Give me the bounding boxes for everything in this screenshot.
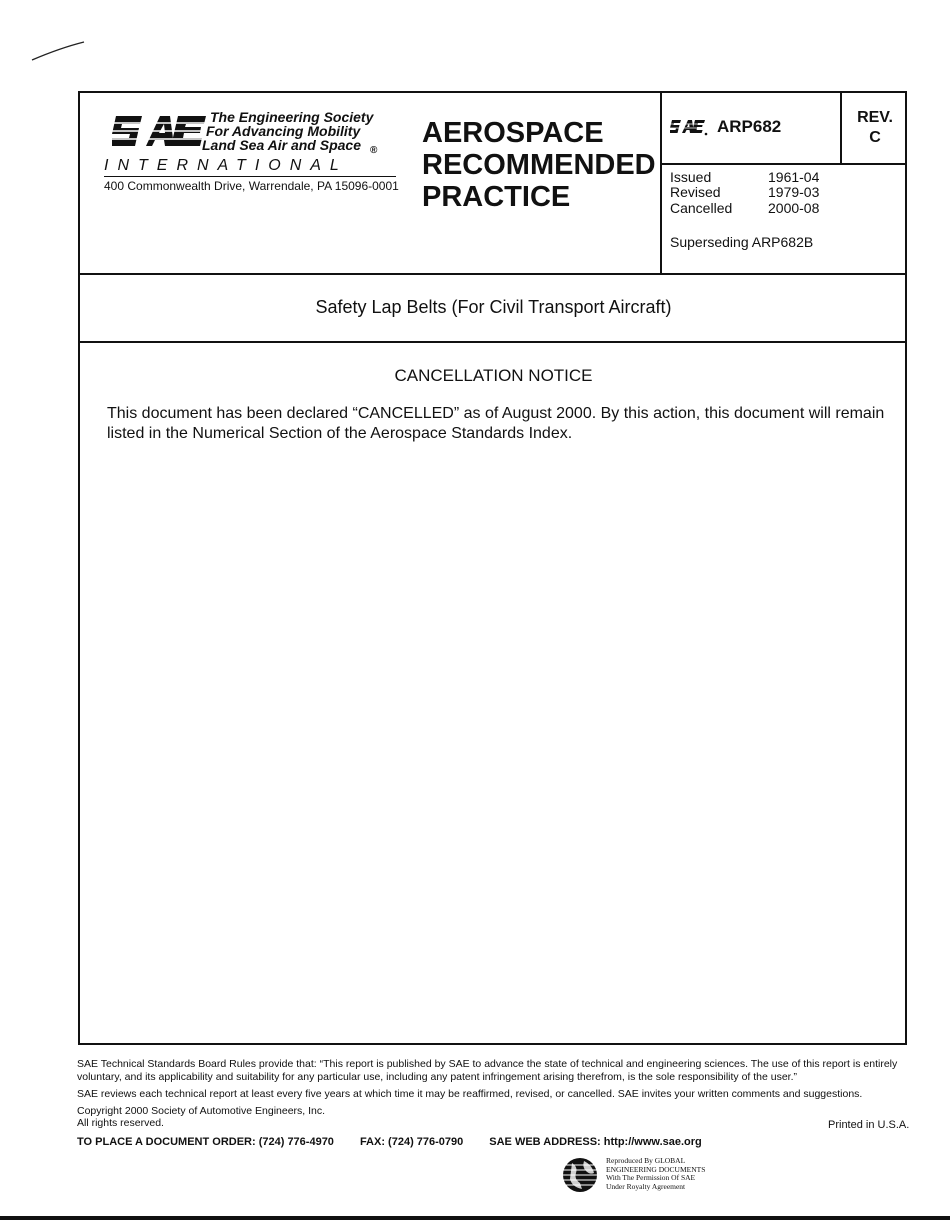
document-type-line: RECOMMENDED [422,149,656,181]
notice-body: This document has been declared “CANCELLED” as of August 2000. By this action, this document will remain listed in the Numerical Section of the Aerospace Standards Index. [107,405,885,442]
date-value: 1961-04 [768,169,820,185]
sae-small-logo-icon [670,118,708,138]
date-value: 2000-08 [768,200,820,216]
date-row-revised [670,184,819,200]
address: 400 Commonwealth Drive, Warrendale, PA 15096-0001 [104,179,399,193]
title-divider [80,341,905,343]
international-wordmark: INTERNATIONAL [104,157,348,174]
wordmark-rule [104,176,396,177]
date-value: 1979-03 [768,184,820,200]
revision-box [842,108,908,148]
pen-mark-icon [30,38,88,64]
date-row-cancelled [670,200,819,216]
society-line-2: For Advancing Mobility [206,123,361,139]
date-label: Revised [670,184,721,200]
date-label: Issued [670,169,712,185]
printed-in: Printed in U.S.A. [828,1119,910,1131]
document-type [422,117,656,213]
sae-logo-icon [112,110,208,156]
repro-line: Under Royalty Agreement [606,1181,686,1191]
repro-line: ENGINEERING DOCUMENTS [606,1164,706,1174]
revision-value: C [869,129,881,146]
revision-label: REV. [857,109,893,126]
footer-review: SAE reviews each technical report at least every five years at which time it may be reaffirmed, revised, or cancelled. SAE invites your written comments and suggestions. [77,1088,863,1100]
footer-rights: All rights reserved. [77,1117,164,1129]
document-title: Safety Lap Belts (For Civil Transport Aircraft) [315,297,672,317]
repro-line: With The Permission Of SAE [606,1173,696,1182]
date-label: Cancelled [670,200,733,216]
web-address: SAE WEB ADDRESS: http://www.sae.org [489,1136,702,1148]
footer-rules: SAE Technical Standards Board Rules provide that: “This report is published by SAE to advance the state of technical and engineering sciences. The use of this report is entirely voluntary, and its applicability and suitability for any particular use, including any patent infringement arising therefrom, is the sole responsibility of the user.” [77,1058,898,1083]
document-number: ARP682 [717,117,782,136]
header-divider [80,273,905,275]
repro-line: Reproduced By GLOBAL [606,1156,686,1165]
bottom-edge-bar [0,1216,950,1220]
notice-heading: CANCELLATION NOTICE [394,366,593,385]
order-phone: TO PLACE A DOCUMENT ORDER: (724) 776-4970 [77,1136,334,1148]
superseding: Superseding ARP682B [670,234,814,250]
document-type-line: AEROSPACE [422,117,604,149]
registered-mark: ® [370,145,378,156]
document-type-line: PRACTICE [422,181,571,213]
footer-copyright: Copyright 2000 Society of Automotive Engineers, Inc. [77,1105,326,1117]
order-line [77,1136,728,1148]
society-line-1: The Engineering Society [210,109,374,125]
order-fax: FAX: (724) 776-0790 [359,1136,464,1148]
doc-number-divider [660,163,905,165]
header-vertical-divider [660,93,662,273]
date-row-issued [670,169,819,185]
reproduction-notice [606,1157,705,1191]
society-line-3: Land Sea Air and Space [202,137,361,153]
globe-logo-icon [558,1155,602,1195]
